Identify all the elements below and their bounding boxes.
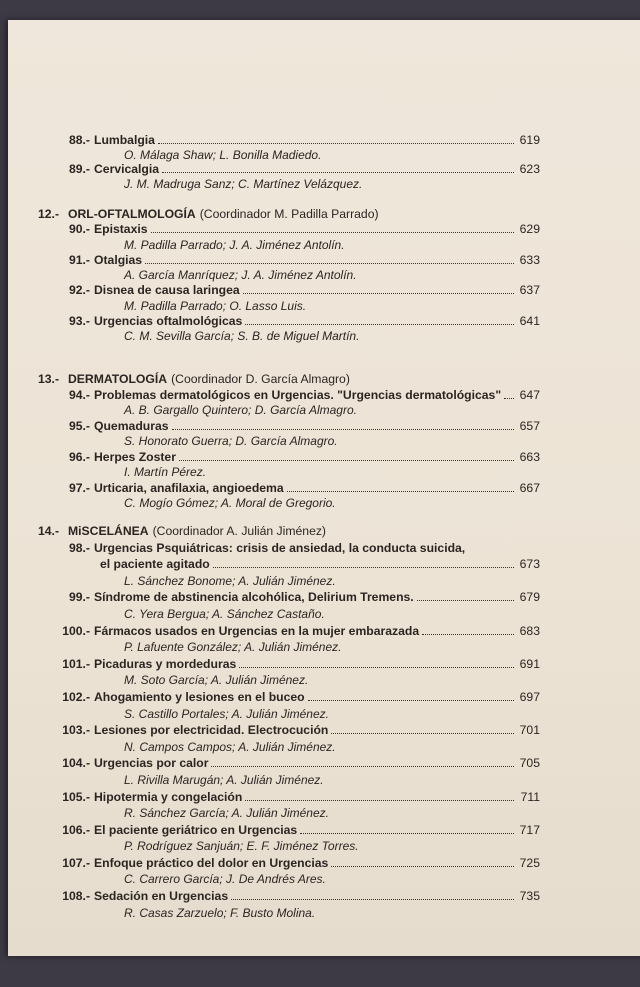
section-title: MiSCELÁNEA — [68, 524, 149, 538]
chapter-title: Picaduras y mordeduras — [94, 656, 237, 671]
chapter-title: Problemas dermatológicos en Urgencias. "Urgencias dermatológicas" — [94, 387, 502, 402]
chapter-title: Hipotermia y congelación — [94, 789, 243, 804]
chapter-title: Enfoque práctico del dolor en Urgencias — [94, 855, 329, 870]
dot-leader — [504, 398, 514, 399]
section-header — [38, 372, 540, 388]
chapter-number: 107.- — [62, 855, 90, 870]
toc-entry — [38, 419, 540, 435]
dot-leader — [287, 491, 514, 492]
chapter-authors: L. Sánchez Bonome; A. Julián Jiménez. — [124, 573, 336, 588]
chapter-title: Urgencias por calor — [94, 756, 209, 771]
toc-entry — [38, 162, 540, 177]
chapter-number: 106.- — [62, 822, 90, 837]
chapter-title: Lesiones por electricidad. Electrocución — [94, 723, 329, 738]
chapter-title: Síndrome de abstinencia alcohólica, Delirium Tremens. — [94, 590, 414, 605]
section-number: 13.- — [38, 372, 60, 386]
chapter-authors: L. Rivilla Marugán; A. Julián Jiménez. — [124, 772, 324, 787]
page-number: 701 — [519, 723, 540, 738]
dot-leader — [158, 143, 514, 144]
dot-leader — [231, 899, 514, 900]
toc-entry — [38, 481, 540, 497]
toc-entry — [38, 314, 540, 329]
chapter-authors: A. García Manríquez; J. A. Jiménez Antolín. — [124, 268, 357, 283]
toc-entry-continuation — [38, 556, 540, 573]
toc-section — [38, 523, 540, 921]
page-number: 683 — [519, 623, 540, 638]
toc-entry — [38, 222, 540, 237]
chapter-number: 105.- — [62, 789, 90, 804]
chapter-authors: R. Sánchez García; A. Julián Jiménez. — [124, 806, 329, 821]
chapter-number: 101.- — [62, 656, 90, 671]
toc-entry — [38, 540, 540, 557]
page-number: 697 — [519, 689, 540, 704]
chapter-authors: M. Padilla Parrado; O. Lasso Luis. — [124, 298, 307, 313]
page-number: 647 — [519, 387, 540, 402]
dot-leader — [308, 700, 514, 701]
page-number: 717 — [519, 822, 540, 837]
chapter-number: 98.- — [68, 540, 90, 555]
chapter-number: 94.- — [68, 387, 90, 402]
dot-leader — [211, 766, 514, 767]
page-number: 641 — [519, 314, 540, 329]
chapter-authors: S. Castillo Portales; A. Julián Jiménez. — [124, 706, 329, 721]
toc-section — [38, 207, 540, 345]
chapter-authors: S. Honorato Guerra; D. García Almagro. — [124, 434, 338, 448]
toc-section — [38, 372, 540, 512]
chapter-authors: P. Lafuente González; A. Julián Jiménez. — [124, 640, 342, 655]
dot-leader — [213, 567, 514, 568]
page-number: 735 — [519, 889, 540, 904]
toc-entry — [38, 253, 540, 268]
toc-entry — [38, 388, 540, 404]
chapter-authors: P. Rodríguez Sanjuán; E. F. Jiménez Torres. — [124, 839, 359, 854]
toc-entry — [38, 888, 540, 905]
section-title: DERMATOLOGÍA — [68, 372, 168, 386]
dot-leader — [422, 634, 514, 635]
toc-entry — [38, 689, 540, 706]
dot-leader — [151, 232, 514, 233]
chapter-title: Cervicalgia — [94, 162, 160, 177]
section-header — [38, 207, 540, 222]
chapter-authors: C. M. Sevilla García; S. B. de Miguel Martín. — [124, 329, 360, 344]
dot-leader — [245, 324, 514, 325]
chapter-title: Urgencias oftalmológicas — [94, 314, 243, 329]
section-number: 14.- — [38, 524, 60, 538]
page-number: 623 — [519, 162, 540, 177]
chapter-number: 108.- — [62, 889, 90, 904]
chapter-number: 103.- — [62, 723, 90, 738]
chapter-authors: J. M. Madruga Sanz; C. Martínez Velázquez. — [124, 177, 363, 192]
section-coordinator: (Coordinador D. García Almagro) — [171, 372, 350, 386]
chapter-title: Epistaxis — [94, 222, 148, 237]
section-number: 12.- — [38, 207, 60, 221]
chapter-authors: C. Carrero García; J. De Andrés Ares. — [124, 872, 326, 887]
chapter-number: 102.- — [62, 689, 90, 704]
toc-entry — [38, 722, 540, 739]
chapter-authors: O. Málaga Shaw; L. Bonilla Madiedo. — [124, 147, 322, 162]
dot-leader — [245, 800, 514, 801]
chapter-authors: M. Padilla Parrado; J. A. Jiménez Antolín. — [124, 237, 345, 252]
chapter-title: Quemaduras — [94, 418, 169, 433]
section-header — [38, 523, 540, 540]
dot-leader — [300, 833, 514, 834]
page-number: 619 — [519, 133, 540, 147]
section-title: ORL-OFTALMOLOGÍA — [68, 207, 196, 221]
dot-leader — [331, 733, 514, 734]
chapter-number: 88.- — [68, 133, 90, 147]
page-number: 673 — [519, 557, 540, 572]
chapter-number: 93.- — [68, 314, 90, 329]
dot-leader — [172, 429, 514, 430]
dot-leader — [239, 667, 514, 668]
page-number: 663 — [519, 449, 540, 464]
chapter-title: Herpes Zoster — [94, 449, 176, 464]
dot-leader — [179, 460, 514, 461]
section-coordinator: (Coordinador M. Padilla Parrado) — [199, 207, 379, 221]
page-number: 657 — [519, 418, 540, 433]
chapter-title: Lumbalgia — [94, 133, 155, 147]
chapter-authors: N. Campos Campos; A. Julián Jiménez. — [124, 739, 336, 754]
chapter-number: 92.- — [68, 283, 90, 298]
chapter-authors: I. Martín Pérez. — [124, 465, 207, 479]
page-number: 711 — [520, 789, 540, 804]
toc-entry — [38, 855, 540, 872]
chapter-title: El paciente geriátrico en Urgencias — [94, 822, 298, 837]
page-number: 725 — [519, 855, 540, 870]
toc-entry — [38, 133, 540, 148]
chapter-number: 100.- — [62, 623, 90, 638]
chapter-number: 95.- — [68, 418, 90, 433]
chapter-number: 97.- — [68, 480, 90, 495]
chapter-number: 89.- — [68, 162, 90, 177]
dot-leader — [162, 172, 514, 173]
toc-entry — [38, 589, 540, 606]
chapter-authors: R. Casas Zarzuelo; F. Busto Molina. — [124, 905, 316, 920]
toc-entry — [38, 789, 540, 806]
dot-leader — [145, 263, 514, 264]
book-page — [8, 20, 640, 956]
chapter-title: Urticaria, anafilaxia, angioedema — [94, 480, 284, 495]
section-coordinator: (Coordinador A. Julián Jiménez) — [152, 524, 326, 538]
chapter-authors: M. Soto García; A. Julián Jiménez. — [124, 673, 309, 688]
page-number: 633 — [519, 252, 540, 267]
chapter-number: 99.- — [68, 590, 90, 605]
page-number: 691 — [519, 656, 540, 671]
dot-leader — [331, 866, 514, 867]
chapter-title: Otalgias — [94, 252, 143, 267]
chapter-title: Sedación en Urgencias — [94, 889, 229, 904]
chapter-number: 96.- — [68, 449, 90, 464]
chapter-number: 90.- — [68, 222, 90, 237]
chapter-authors: A. B. Gargallo Quintero; D. García Almagro. — [124, 403, 357, 417]
toc-entry — [38, 283, 540, 298]
chapter-title: Disnea de causa laringea — [94, 283, 240, 298]
page-number: 629 — [519, 222, 540, 237]
chapter-title-continuation: el paciente agitado — [100, 557, 210, 572]
dot-leader — [417, 600, 514, 601]
page-number: 637 — [519, 283, 540, 298]
chapter-authors: C. Yera Bergua; A. Sánchez Castaño. — [124, 606, 325, 621]
toc-entry — [38, 755, 540, 772]
chapter-title: Fármacos usados en Urgencias en la mujer embarazada — [94, 623, 420, 638]
page-number: 705 — [519, 756, 540, 771]
toc-entry — [38, 450, 540, 466]
chapter-number: 91.- — [68, 252, 90, 267]
toc-section — [38, 133, 540, 192]
page-number: 667 — [519, 480, 540, 495]
toc-entry — [38, 656, 540, 673]
toc-entry — [38, 822, 540, 839]
dot-leader — [243, 293, 514, 294]
chapter-title: Ahogamiento y lesiones en el buceo — [94, 689, 305, 704]
chapter-number: 104.- — [62, 756, 90, 771]
chapter-title: Urgencias Psquiátricas: crisis de ansiedad, la conducta suicida, — [94, 540, 466, 555]
toc-entry — [38, 623, 540, 640]
chapter-authors: C. Mogío Gómez; A. Moral de Gregorio. — [124, 496, 336, 510]
page-number: 679 — [519, 590, 540, 605]
